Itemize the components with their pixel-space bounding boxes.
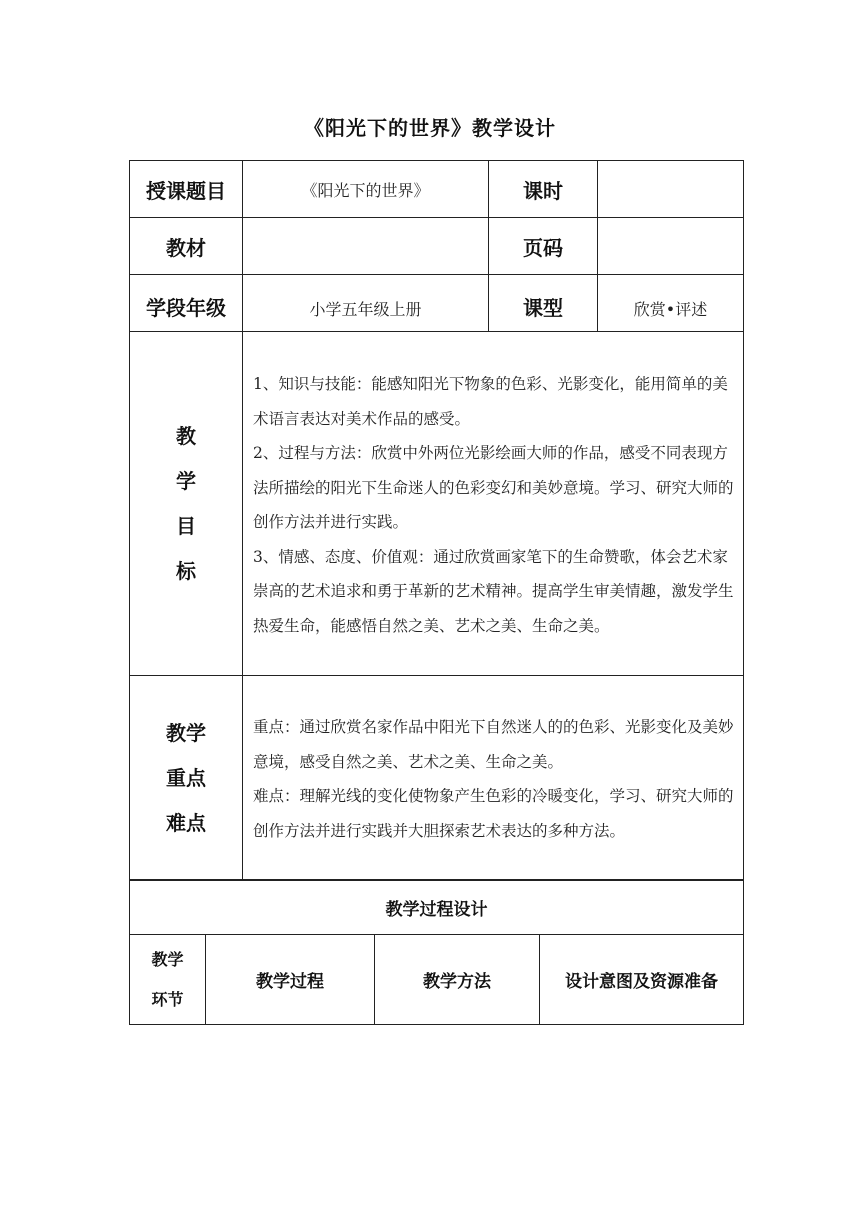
objective-paragraph: 3、情感、态度、价值观：通过欣赏画家笔下的生命赞歌，体会艺术家崇高的艺术追求和勇于革新的艺术精神。提高学生审美情趣，激发学生热爱生命，能感悟自然之美、艺术之美、生命之美。	[253, 547, 734, 635]
column-teaching-stage-line: 教学	[151, 949, 184, 969]
label-subject: 授课题目	[146, 178, 226, 203]
value-textbook	[243, 218, 488, 274]
objectives-label-char: 标	[176, 559, 196, 583]
column-teaching-process: 教学过程	[256, 972, 324, 992]
grid-line	[129, 675, 744, 676]
objectives-label	[130, 414, 242, 594]
key-points-label-line: 重点	[166, 766, 206, 790]
key-point-paragraph: 难点：理解光线的变化使物象产生色彩的冷暖变化，学习、研究大师的创作方法并进行实践并大胆探索艺术表达的多种方法。	[253, 787, 734, 840]
key-points-label-line: 难点	[166, 811, 206, 835]
document-title: 《阳光下的世界》教学设计	[304, 116, 556, 140]
grid-line	[743, 160, 744, 1025]
column-teaching-method: 教学方法	[423, 972, 491, 992]
label-lesson-type: 课型	[523, 295, 563, 320]
label-grade: 学段年级	[146, 295, 226, 320]
objectives-label-char: 学	[176, 469, 196, 493]
value-page-number	[598, 218, 743, 274]
column-teaching-stage	[130, 935, 205, 1024]
process-heading: 教学过程设计	[385, 900, 488, 920]
column-teaching-stage-line: 环节	[151, 989, 184, 1009]
objectives-label-char: 教	[176, 424, 196, 448]
key-points-label-line: 教学	[166, 721, 206, 745]
value-grade: 小学五年级上册	[309, 299, 422, 319]
key-points-content	[243, 710, 743, 848]
objective-paragraph: 1、知识与技能：能感知阳光下物象的色彩、光影变化，能用简单的美术语言表达对美术作品的感受。	[253, 375, 728, 428]
objective-paragraph: 2、过程与方法：欣赏中外两位光影绘画大师的作品，感受不同表现方法所描绘的阳光下生命迷人的色彩变幻和美妙意境。学习、研究大师的创作方法并进行实践。	[253, 444, 734, 531]
grid-line	[129, 1024, 744, 1025]
key-point-paragraph: 重点：通过欣赏名家作品中阳光下自然迷人的的色彩、光影变化及美妙意境，感受自然之美、艺术之美、生命之美。	[253, 718, 734, 771]
key-points-label	[130, 711, 242, 846]
value-subject: 《阳光下的世界》	[301, 180, 430, 200]
value-lesson-type: 欣赏•评述	[633, 299, 708, 319]
objectives-content	[243, 367, 743, 643]
label-textbook: 教材	[166, 235, 206, 260]
value-class-hours	[598, 161, 743, 217]
column-design-intent: 设计意图及资源准备	[565, 972, 718, 992]
label-class-hours: 课时	[523, 178, 563, 203]
label-page-number: 页码	[523, 235, 563, 260]
objectives-label-char: 目	[176, 514, 196, 538]
